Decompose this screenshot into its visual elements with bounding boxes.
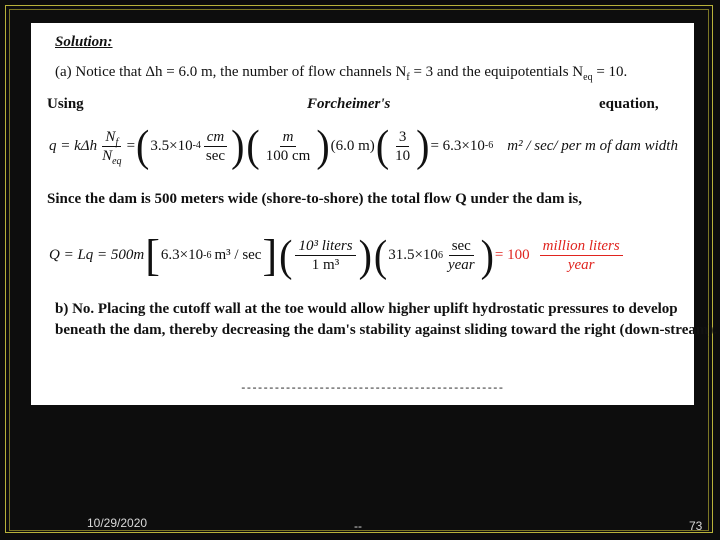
slide-content xyxy=(31,23,718,405)
footer-date: 10/29/2020 xyxy=(87,516,148,530)
footer-page-number: 73 xyxy=(689,519,703,533)
solution-heading: Solution: xyxy=(55,34,113,50)
part-b-line-2: beneath the dam, thereby decreasing the dam's stability against sliding toward the right (down-stream). xyxy=(55,322,718,338)
part-b-line-1: b) No. Placing the cutoff wall at the toe would allow higher uplift hydrostatic pressures to develop xyxy=(55,301,678,317)
dashed-rule: ----------------------------------------------- xyxy=(240,383,504,395)
equation-word: equation, xyxy=(599,96,659,112)
part-a-line: (a) Notice that Δh = 6.0 m, the number of flow channels $N_f = 3$ and the equipotentials $N_{eq} = 10$. xyxy=(55,64,628,83)
nf-neq-fraction: $\frac{N_f}{N_{eq}}$ xyxy=(102,128,122,167)
forcheimer-word: Forcheimer's xyxy=(307,96,391,112)
flow-equation: q = kΔh $\frac{N_f}{N_{eq}}$ = ( 3.5×10 -4 $\frac{cm}{\sec}$ ) ( $\frac{m}{100 cm}$ ) (6.0 m) ( $\frac{3}{10}$ ) = 6.3×10 -6 m² / sec/ per m of dam width xyxy=(49,120,678,171)
using-word: Using xyxy=(47,96,84,112)
since-line: Since the dam is 500 meters wide (shore-to-shore) the total flow Q under the dam is, xyxy=(47,191,582,207)
total-flow-equation: Q = Lq = 500m [ 6.3×10 -6 m³ / sec ] ( $\frac{\text{10³ liters}}{\text{1 m³}}$ ) ( 31.5×10 6 $\frac{\sec}{\text{year}}$ ) = 100 $\frac{\text{million liters}}{\text{year}}$ xyxy=(49,228,625,283)
footer-center: -- xyxy=(354,519,362,533)
